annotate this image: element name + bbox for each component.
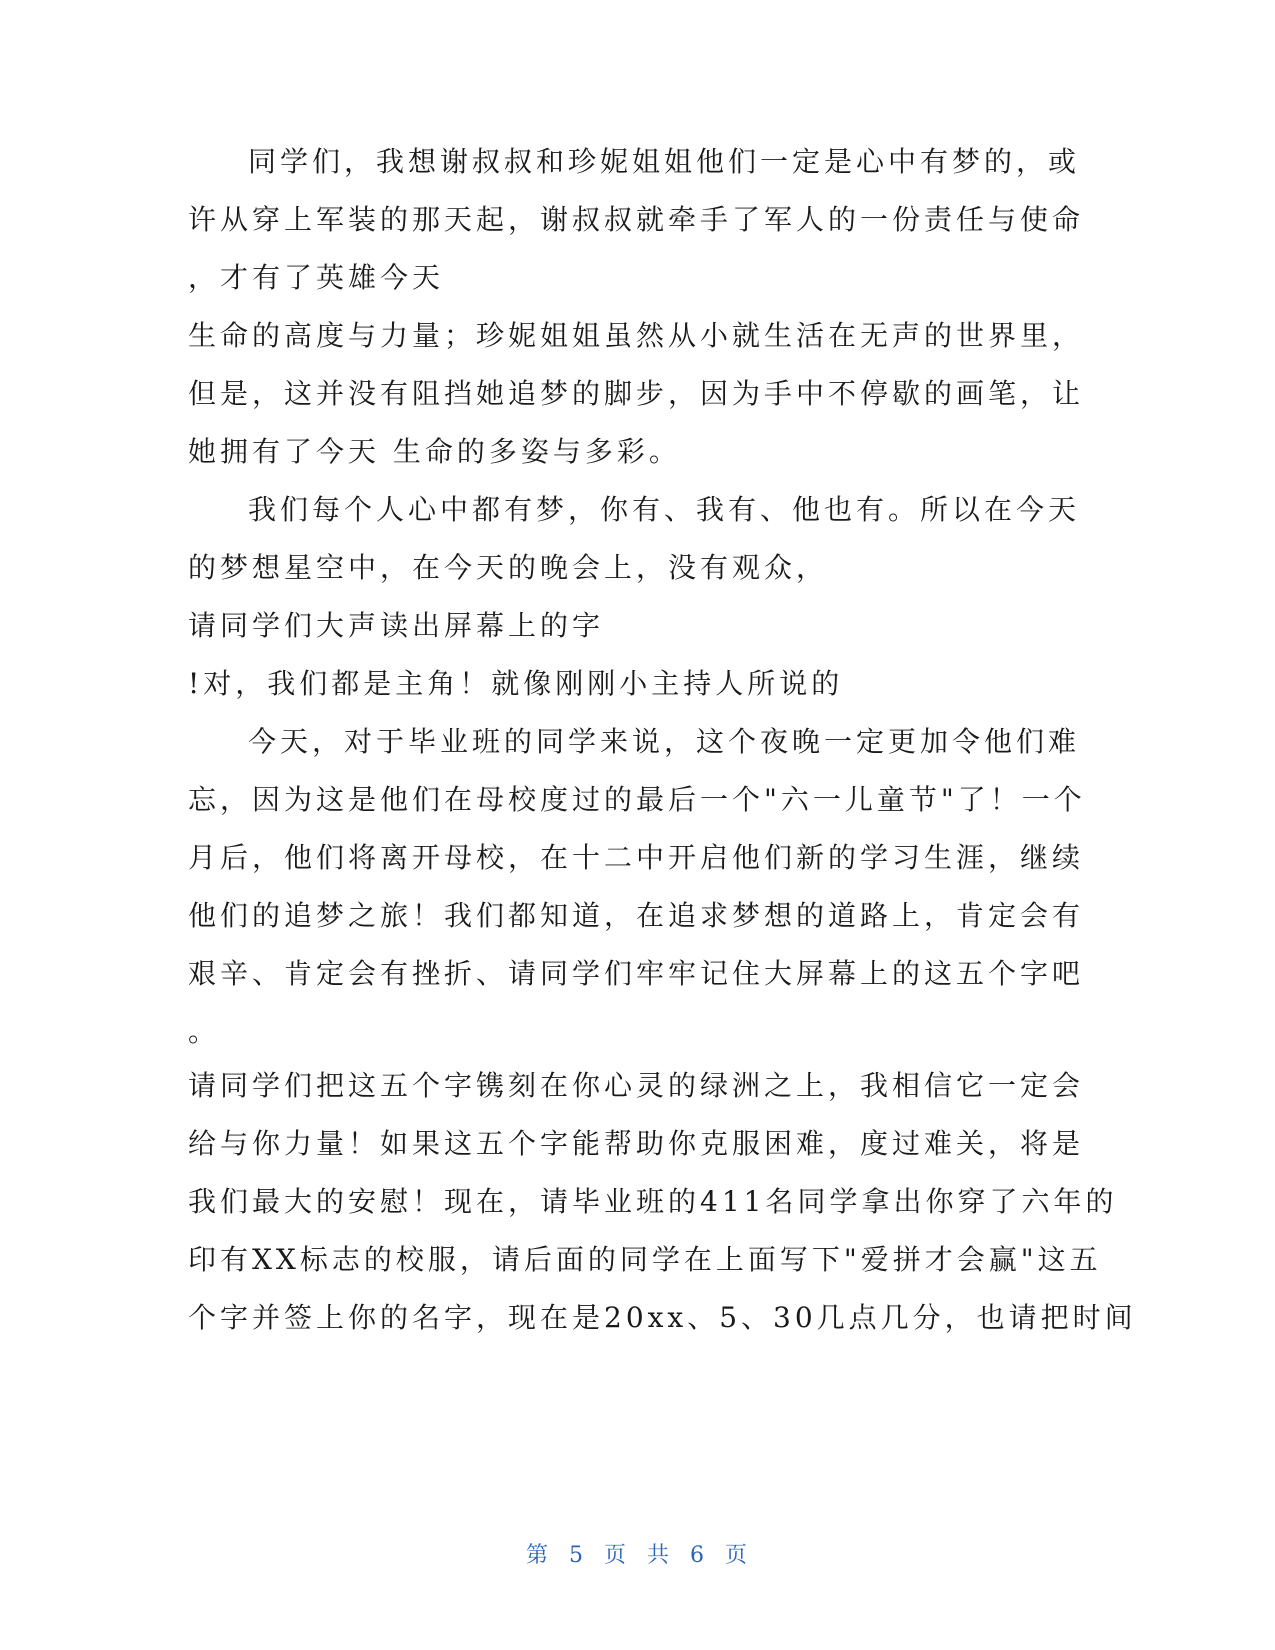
text-line: 但是，这并没有阻挡她追梦的脚步，因为手中不停歇的画笔，让 bbox=[188, 377, 1085, 410]
text-line: 个字并签上你的名字，现在是20xx、5、30几点几分，也请把时间 bbox=[188, 1301, 1137, 1334]
text-line: 给与你力量！如果这五个字能帮助你克服困难，度过难关，将是 bbox=[188, 1127, 1085, 1160]
text-line: 月后，他们将离开母校，在十二中开启他们新的学习生涯，继续 bbox=[188, 841, 1085, 874]
text-line: 今天，对于毕业班的同学来说，这个夜晚一定更加令他们难 bbox=[248, 725, 1081, 758]
text-line: 同学们，我想谢叔叔和珍妮姐姐他们一定是心中有梦的，或 bbox=[248, 145, 1081, 178]
text-line: ，才有了英雄今天 bbox=[188, 261, 445, 294]
text-line: 印有XX标志的校服，请后面的同学在上面写下"爱拼才会赢"这五 bbox=[188, 1243, 1102, 1276]
page-number-footer: 第 5 页 共 6 页 bbox=[526, 1543, 749, 1568]
text-line: 请同学们把这五个字镌刻在你心灵的绿洲之上，我相信它一定会 bbox=[188, 1069, 1085, 1102]
text-line: 的梦想星空中，在今天的晚会上，没有观众， bbox=[188, 551, 829, 584]
text-line: 他们的追梦之旅！我们都知道，在追求梦想的道路上，肯定会有 bbox=[188, 899, 1085, 932]
text-line: !对，我们都是主角！就像刚刚小主持人所说的 bbox=[188, 667, 844, 700]
text-line: 。 bbox=[188, 1015, 221, 1048]
text-line: 她拥有了今天 生命的多姿与多彩。 bbox=[188, 435, 681, 468]
text-line: 生命的高度与力量；珍妮姐姐虽然从小就生活在无声的世界里， bbox=[188, 319, 1085, 352]
text-line: 请同学们大声读出屏幕上的字 bbox=[188, 609, 605, 642]
text-line: 许从穿上军装的那天起，谢叔叔就牵手了军人的一份责任与使命 bbox=[188, 203, 1085, 236]
text-line: 我们最大的安慰！现在，请毕业班的411名同学拿出你穿了六年的 bbox=[188, 1185, 1118, 1218]
text-line: 忘，因为这是他们在母校度过的最后一个"六一儿童节"了！一个 bbox=[188, 783, 1086, 816]
text-line: 艰辛、肯定会有挫折、请同学们牢牢记住大屏幕上的这五个字吧 bbox=[188, 957, 1085, 990]
text-line: 我们每个人心中都有梦，你有、我有、他也有。所以在今天 bbox=[248, 493, 1081, 526]
